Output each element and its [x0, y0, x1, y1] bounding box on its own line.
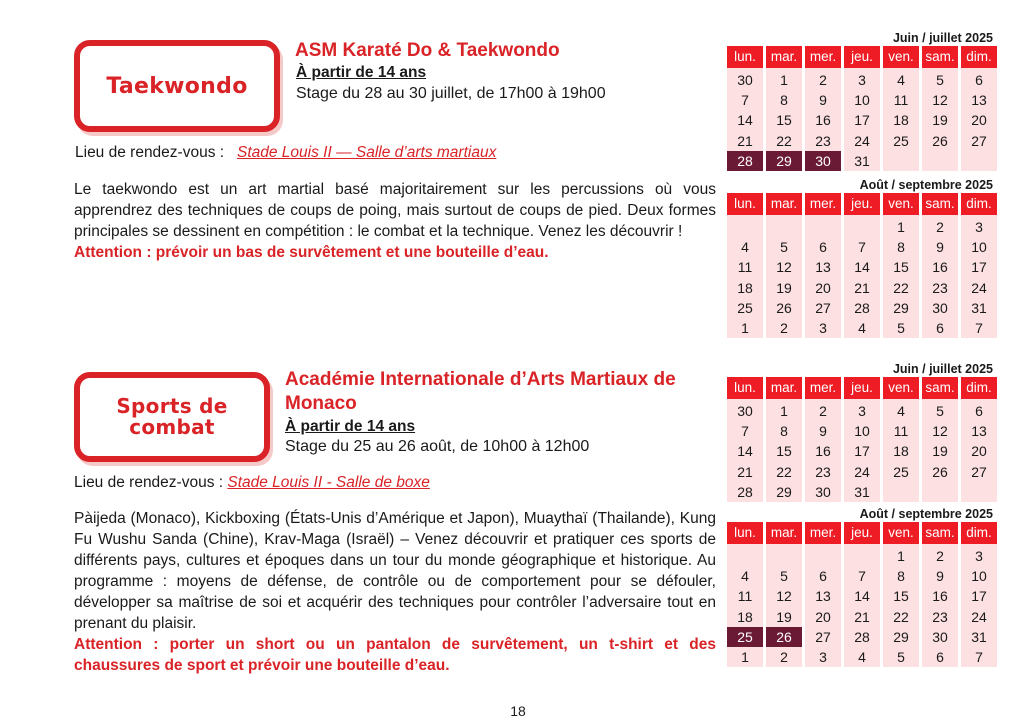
- calendar-day: 9: [936, 239, 944, 256]
- calendar-day: 26: [932, 463, 948, 480]
- calendar-day: 3: [819, 648, 827, 665]
- meeting-place-link[interactable]: Stade Louis II — Salle d’arts martiaux: [237, 144, 497, 161]
- calendar-day: 5: [936, 72, 944, 88]
- calendar-day: 22: [893, 608, 909, 625]
- calendar-day: 18: [737, 608, 753, 625]
- calendar-day: 1: [897, 219, 905, 235]
- weekday-column: [727, 215, 763, 338]
- calendar-day: 23: [815, 463, 831, 480]
- weekday-column: [961, 544, 997, 667]
- weekday-header: mer.: [805, 522, 841, 544]
- weekday-header: jeu.: [844, 522, 880, 544]
- weekday-header: lun.: [727, 522, 763, 544]
- calendar-day: 1: [780, 403, 788, 419]
- calendar-day: 12: [776, 259, 792, 276]
- weekday-header: ven.: [883, 377, 919, 399]
- age-requirement: À partir de 14 ans: [296, 64, 427, 81]
- organization-title: ASM Karaté Do & Taekwondo: [295, 40, 560, 61]
- calendar-day: 18: [737, 279, 753, 296]
- calendar-day: 30: [737, 403, 753, 419]
- weekday-header: mer.: [805, 193, 841, 215]
- calendar-day: 19: [776, 608, 792, 625]
- calendar-day: 1: [741, 648, 749, 665]
- calendar-day: 22: [893, 279, 909, 296]
- weekday-column: [805, 215, 841, 338]
- calendar-day: 7: [975, 648, 983, 665]
- calendar-day: 17: [971, 588, 987, 605]
- weekday-column: [961, 399, 997, 502]
- calendar-day: 4: [741, 568, 749, 585]
- weekday-column: [961, 68, 997, 171]
- calendar-day: 24: [971, 279, 987, 296]
- calendar-day: 15: [776, 443, 792, 460]
- calendar-day: 17: [854, 443, 870, 460]
- calendar-day: 6: [936, 319, 944, 336]
- calendar-day: 14: [854, 259, 870, 276]
- calendar-day: 6: [936, 648, 944, 665]
- calendar-day: 21: [854, 608, 870, 625]
- calendar-day: 31: [854, 483, 870, 500]
- calendar-day: 29: [893, 628, 909, 645]
- calendar-day: 17: [854, 112, 870, 129]
- calendar-day: 25: [893, 463, 909, 480]
- calendar-day: 11: [737, 259, 753, 276]
- calendar-day: 5: [897, 319, 905, 336]
- calendar-day: 23: [815, 132, 831, 149]
- badge-label: Taekwondo: [106, 73, 248, 99]
- calendar-day: 13: [815, 259, 831, 276]
- calendar-day: 27: [815, 628, 831, 645]
- calendar-day: 29: [776, 483, 792, 500]
- calendar-day: 11: [893, 92, 909, 109]
- calendar-day: [922, 482, 958, 502]
- calendar-day: 17: [971, 259, 987, 276]
- calendar-day: 12: [932, 423, 948, 440]
- calendar-day: 20: [971, 112, 987, 129]
- description-text: Le taekwondo est un art martial basé majoritairement sur les percussions où vous apprendrez des techniques de coups de poing, mais surtout de coups de pied. Deux formes principales se dessinent en compétition : le combat et la technique. Venez les découvrir !: [74, 181, 716, 240]
- weekday-column: [805, 68, 841, 171]
- calendar-day: 13: [971, 423, 987, 440]
- calendar-day-highlighted: 29: [766, 151, 802, 171]
- calendar-day: 18: [893, 443, 909, 460]
- weekday-column: [922, 215, 958, 338]
- calendar-august-september-1: [727, 177, 999, 338]
- calendar-day: 20: [815, 608, 831, 625]
- weekday-column: [844, 399, 880, 502]
- calendar-day-highlighted: 25: [727, 627, 763, 647]
- weekday-header: mer.: [805, 377, 841, 399]
- calendar-day: 28: [854, 628, 870, 645]
- calendar-day: 30: [737, 72, 753, 88]
- weekday-header: dim.: [961, 46, 997, 68]
- weekday-column: [922, 399, 958, 502]
- calendar-day: 3: [858, 403, 866, 419]
- calendar-day: [883, 151, 919, 171]
- weekday-column: [883, 215, 919, 338]
- calendar-day: 24: [854, 463, 870, 480]
- calendar-grid: [727, 377, 999, 502]
- weekday-column: [844, 215, 880, 338]
- calendar-day: [844, 217, 880, 237]
- calendar-day: 1: [897, 548, 905, 564]
- weekday-header: lun.: [727, 193, 763, 215]
- weekday-column: [766, 215, 802, 338]
- calendar-title: Juin / juillet 2025: [892, 362, 993, 376]
- calendar-day: 7: [741, 92, 749, 109]
- calendar-day: 28: [854, 299, 870, 316]
- calendar-day: 23: [932, 608, 948, 625]
- calendar-day: [883, 482, 919, 502]
- calendar-day: 27: [971, 132, 987, 149]
- calendar-title: Août / septembre 2025: [859, 507, 993, 521]
- calendar-day: 14: [737, 112, 753, 129]
- calendar-day: 25: [893, 132, 909, 149]
- calendar-day: 24: [854, 132, 870, 149]
- activity-badge-sports-de-combat: [74, 372, 270, 462]
- calendar-day: 20: [971, 443, 987, 460]
- calendar-day: 31: [971, 299, 987, 316]
- calendar-day: 30: [932, 299, 948, 316]
- calendar-day: 12: [932, 92, 948, 109]
- weekday-column: [727, 68, 763, 171]
- calendar-day: [805, 546, 841, 566]
- warning-text: Attention : prévoir un bas de survêtement et une bouteille d’eau.: [74, 244, 549, 261]
- calendar-day: 19: [932, 112, 948, 129]
- weekday-header: lun.: [727, 377, 763, 399]
- calendar-day: 31: [854, 152, 870, 169]
- weekday-column: [844, 544, 880, 667]
- weekday-header: mer.: [805, 46, 841, 68]
- calendar-day: 7: [858, 568, 866, 585]
- calendar-day: 22: [776, 132, 792, 149]
- meeting-place-link[interactable]: Stade Louis II - Salle de boxe: [227, 474, 430, 491]
- calendar-day: 20: [815, 279, 831, 296]
- calendar-day: 30: [815, 483, 831, 500]
- calendar-day: 13: [815, 588, 831, 605]
- organization-title: Académie Internationale d’Arts Martiaux de Monaco: [285, 369, 676, 414]
- stage-dates: Stage du 25 au 26 août, de 10h00 à 12h00: [285, 438, 590, 455]
- weekday-column: [922, 68, 958, 171]
- calendar-day: [961, 151, 997, 171]
- calendar-day: 2: [780, 648, 788, 665]
- calendar-day: 3: [975, 219, 983, 235]
- calendar-day: 6: [819, 239, 827, 256]
- weekday-column: [961, 215, 997, 338]
- calendar-day: [766, 546, 802, 566]
- calendar-day: 14: [737, 443, 753, 460]
- weekday-column: [883, 399, 919, 502]
- calendar-day: 10: [854, 92, 870, 109]
- calendar-day: 1: [741, 319, 749, 336]
- calendar-title: Août / septembre 2025: [859, 178, 993, 192]
- calendar-grid: [727, 46, 999, 171]
- weekday-header: mar.: [766, 193, 802, 215]
- weekday-header: sam.: [922, 193, 958, 215]
- weekday-column: [883, 68, 919, 171]
- calendar-day: 30: [932, 628, 948, 645]
- calendar-day: 19: [776, 279, 792, 296]
- calendar-day: 3: [858, 72, 866, 88]
- calendar-day: 27: [971, 463, 987, 480]
- meeting-place-label: Lieu de rendez-vous :: [74, 474, 228, 491]
- weekday-header: lun.: [727, 46, 763, 68]
- calendar-day: 11: [737, 588, 753, 605]
- weekday-header: mar.: [766, 46, 802, 68]
- calendar-day: 24: [971, 608, 987, 625]
- weekday-column: [844, 68, 880, 171]
- calendar-day: 4: [897, 403, 905, 419]
- calendar-day: 6: [819, 568, 827, 585]
- weekday-header: sam.: [922, 377, 958, 399]
- calendar-day: 10: [971, 568, 987, 585]
- calendar-day: [805, 217, 841, 237]
- calendar-day: 9: [936, 568, 944, 585]
- activity-description: [74, 179, 716, 263]
- calendar-day: [961, 482, 997, 502]
- calendar-day: 3: [819, 319, 827, 336]
- weekday-column: [922, 544, 958, 667]
- calendar-day: 19: [932, 443, 948, 460]
- calendar-day: 4: [858, 648, 866, 665]
- weekday-header: ven.: [883, 522, 919, 544]
- calendar-day: [727, 546, 763, 566]
- calendar-day: 4: [897, 72, 905, 88]
- weekday-column: [766, 68, 802, 171]
- calendar-day: [727, 217, 763, 237]
- calendar-day: 27: [815, 299, 831, 316]
- calendar-day: 8: [897, 239, 905, 256]
- weekday-column: [805, 544, 841, 667]
- calendar-day: 2: [819, 403, 827, 419]
- calendar-day: 6: [975, 72, 983, 88]
- calendar-june-july-1: [727, 30, 999, 171]
- calendar-day-highlighted: 30: [805, 151, 841, 171]
- weekday-column: [766, 544, 802, 667]
- calendar-day: 15: [893, 588, 909, 605]
- calendar-day: 8: [780, 423, 788, 440]
- calendar-august-september-2: [727, 506, 999, 667]
- weekday-header: jeu.: [844, 46, 880, 68]
- weekday-header: jeu.: [844, 377, 880, 399]
- calendar-day: 16: [815, 112, 831, 129]
- calendar-day: 2: [936, 219, 944, 235]
- calendar-day: [766, 217, 802, 237]
- calendar-day: 15: [893, 259, 909, 276]
- weekday-column: [805, 399, 841, 502]
- calendar-day: 3: [975, 548, 983, 564]
- calendar-day-highlighted: 28: [727, 151, 763, 171]
- calendar-grid: [727, 522, 999, 667]
- age-requirement: À partir de 14 ans: [285, 418, 416, 435]
- calendar-june-july-2: [727, 361, 999, 502]
- calendar-day: 25: [737, 299, 753, 316]
- calendar-day: [922, 151, 958, 171]
- calendar-day: 31: [971, 628, 987, 645]
- calendar-day: 8: [897, 568, 905, 585]
- calendar-day: 5: [780, 239, 788, 256]
- calendar-day: 22: [776, 463, 792, 480]
- calendar-day: 4: [741, 239, 749, 256]
- calendar-day: 13: [971, 92, 987, 109]
- calendar-grid: [727, 193, 999, 338]
- activity-badge-taekwondo: [74, 40, 280, 132]
- calendar-title: Juin / juillet 2025: [892, 31, 993, 45]
- calendar-day: 9: [819, 423, 827, 440]
- calendar-day: 9: [819, 92, 827, 109]
- calendar-day-highlighted: 26: [766, 627, 802, 647]
- meeting-place: [74, 474, 430, 492]
- weekday-header: sam.: [922, 522, 958, 544]
- weekday-header: dim.: [961, 377, 997, 399]
- meeting-place: [75, 144, 496, 162]
- calendar-day: 23: [932, 279, 948, 296]
- meeting-place-label: Lieu de rendez-vous :: [75, 144, 229, 161]
- weekday-column: [766, 399, 802, 502]
- calendar-day: 2: [819, 72, 827, 88]
- weekday-header: dim.: [961, 193, 997, 215]
- calendar-day: [844, 546, 880, 566]
- weekday-header: sam.: [922, 46, 958, 68]
- weekday-header: ven.: [883, 46, 919, 68]
- weekday-column: [883, 544, 919, 667]
- calendar-day: 28: [737, 483, 753, 500]
- calendar-day: 12: [776, 588, 792, 605]
- calendar-day: 5: [780, 568, 788, 585]
- calendar-day: 16: [815, 443, 831, 460]
- calendar-day: 6: [975, 403, 983, 419]
- calendar-day: 5: [936, 403, 944, 419]
- calendar-day: 2: [780, 319, 788, 336]
- calendar-day: 7: [975, 319, 983, 336]
- calendar-day: 8: [780, 92, 788, 109]
- calendar-day: 26: [776, 299, 792, 316]
- description-text: Pàijeda (Monaco), Kickboxing (États-Unis d’Amérique et Japon), Muaythaï (Thailande), Kung Fu Wushu Sanda (Chine), Krav-Maga (Israël) – Venez découvrir et pratiquer ces sports de différents pays, cultures et époques dans un tour du monde géographique et historique. Au programme : moyens de défense, de contrôle ou de comportement pour se défouler, développer sa maîtrise de soi et acquérir des techniques pour contrôler l’adversaire tout en prenant du plaisir.: [74, 510, 716, 632]
- weekday-header: mar.: [766, 377, 802, 399]
- calendar-day: 7: [858, 239, 866, 256]
- weekday-header: jeu.: [844, 193, 880, 215]
- calendar-day: 5: [897, 648, 905, 665]
- calendar-day: 7: [741, 423, 749, 440]
- calendar-day: 29: [893, 299, 909, 316]
- calendar-day: 15: [776, 112, 792, 129]
- calendar-day: 26: [932, 132, 948, 149]
- calendar-day: 21: [737, 463, 753, 480]
- calendar-day: 16: [932, 259, 948, 276]
- calendar-day: 16: [932, 588, 948, 605]
- calendar-day: 21: [854, 279, 870, 296]
- calendar-day: 1: [780, 72, 788, 88]
- stage-dates: Stage du 28 au 30 juillet, de 17h00 à 19h00: [296, 85, 606, 102]
- weekday-header: dim.: [961, 522, 997, 544]
- calendar-day: 2: [936, 548, 944, 564]
- calendar-day: 10: [971, 239, 987, 256]
- weekday-header: ven.: [883, 193, 919, 215]
- calendar-day: 21: [737, 132, 753, 149]
- activity-description: [74, 508, 716, 676]
- calendar-day: 14: [854, 588, 870, 605]
- weekday-column: [727, 399, 763, 502]
- calendar-day: 4: [858, 319, 866, 336]
- warning-text: Attention : porter un short ou un pantalon de survêtement, un t-shirt et des chaussures de sport et prévoir une bouteille d’eau.: [74, 636, 716, 674]
- calendar-day: 11: [893, 423, 909, 440]
- badge-label: Sports de combat: [116, 394, 228, 439]
- weekday-column: [727, 544, 763, 667]
- calendar-day: 10: [854, 423, 870, 440]
- calendar-day: 18: [893, 112, 909, 129]
- weekday-header: mar.: [766, 522, 802, 544]
- page-number: 18: [510, 703, 526, 719]
